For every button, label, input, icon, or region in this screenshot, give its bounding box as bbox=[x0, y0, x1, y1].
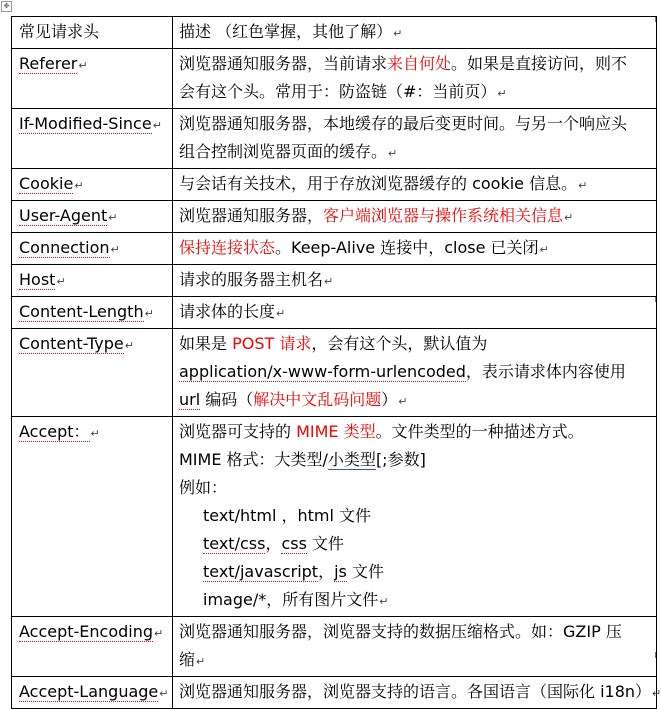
description-text: 请求的服务器主机名 bbox=[179, 270, 324, 289]
paragraph-mark-icon: ↵ bbox=[90, 427, 100, 440]
paragraph-mark-icon: ↵ bbox=[152, 119, 162, 132]
description-line bbox=[179, 386, 653, 416]
description-text: 浏览器通知服务器， bbox=[179, 206, 324, 225]
description-text: image/*，所有图片文件 bbox=[203, 590, 379, 609]
paragraph-mark-icon: ↵ bbox=[388, 147, 398, 160]
header-name-cell[interactable] bbox=[12, 265, 173, 297]
paragraph-mark-icon: ↵ bbox=[74, 179, 84, 192]
header-name-cell[interactable] bbox=[12, 201, 173, 233]
description-line bbox=[179, 446, 653, 474]
description-line bbox=[179, 618, 653, 646]
highlighted-text: 客户端浏览器与操作系统相关信息 bbox=[323, 206, 564, 225]
paragraph-mark-icon: ↵ bbox=[393, 27, 403, 40]
header-name-text: If-Modified-Since bbox=[19, 114, 152, 133]
description-cell[interactable] bbox=[173, 417, 657, 617]
highlighted-text: POST 请求 bbox=[232, 334, 312, 353]
header-name-text: Accept-Encoding bbox=[19, 622, 154, 641]
paragraph-mark-icon: ↵ bbox=[379, 595, 389, 608]
description-text: 与会话有关技术，用于存放浏览器缓存的 cookie 信息。 bbox=[179, 174, 578, 193]
table-row bbox=[12, 201, 657, 233]
header-desc-text: 描述 （红色掌握，其他了解） bbox=[179, 22, 393, 41]
description-line bbox=[179, 558, 653, 586]
paragraph-mark-icon: ↵ bbox=[497, 87, 507, 100]
description-line bbox=[179, 234, 653, 264]
paragraph-mark-icon: ↵ bbox=[398, 395, 408, 408]
header-name-cell[interactable] bbox=[12, 329, 173, 417]
description-text: ，表示请求体内容使用 bbox=[465, 362, 626, 381]
description-cell[interactable] bbox=[173, 677, 661, 709]
description-text: url bbox=[179, 390, 201, 409]
description-text: 编码（ bbox=[200, 390, 254, 409]
header-name-text: Host bbox=[19, 270, 56, 289]
description-text: text/html ，html 文件 bbox=[203, 506, 372, 525]
header-name-text: Content-Length bbox=[19, 302, 144, 321]
description-cell[interactable] bbox=[173, 169, 657, 201]
description-line bbox=[179, 586, 653, 616]
description-line bbox=[179, 78, 653, 108]
table-row bbox=[12, 49, 657, 109]
header-name-text: Accept-Language bbox=[19, 682, 159, 701]
description-cell[interactable] bbox=[173, 233, 657, 265]
header-name-text: Cookie bbox=[19, 174, 74, 193]
description-cell[interactable] bbox=[173, 265, 657, 297]
table-row bbox=[12, 417, 657, 617]
description-line bbox=[179, 502, 653, 530]
description-line bbox=[179, 646, 653, 676]
paragraph-mark-icon: ↵ bbox=[110, 243, 120, 256]
description-text: application/x-www-form-urlencoded bbox=[179, 362, 466, 381]
description-text: 浏览器通知服务器，浏览器支持的数据压缩格式。如：GZIP 压 bbox=[179, 622, 622, 641]
description-text: 。文件类型的一种描述方式。 bbox=[375, 422, 584, 441]
description-text: 。Keep-Alive 连接中，close 已关闭 bbox=[275, 238, 539, 257]
description-line bbox=[179, 138, 653, 168]
description-line bbox=[179, 358, 653, 386]
header-name-text: Connection bbox=[19, 238, 110, 257]
description-text: 浏览器可支持的 bbox=[179, 422, 297, 441]
description-text: 组合控制浏览器页面的缓存。 bbox=[179, 142, 388, 161]
paragraph-mark-icon: ↵ bbox=[154, 627, 164, 640]
header-name-cell[interactable] bbox=[12, 417, 173, 617]
table-row bbox=[12, 297, 657, 329]
table-row bbox=[12, 677, 657, 709]
description-line bbox=[179, 474, 653, 502]
paragraph-mark-icon: ↵ bbox=[108, 211, 118, 224]
description-text: 请求体的长度 bbox=[179, 302, 276, 321]
highlighted-text: 保持连接状态 bbox=[179, 238, 276, 257]
description-text: 。如果是直接访问，则不 bbox=[451, 54, 628, 73]
description-text: css bbox=[281, 534, 307, 553]
table-row bbox=[12, 169, 657, 201]
description-text: text/javascript bbox=[203, 562, 319, 581]
table-row bbox=[12, 617, 657, 677]
description-text: [;参数] bbox=[375, 450, 426, 469]
table-row bbox=[12, 329, 657, 417]
description-text: MIME 格式：大类型/ bbox=[179, 450, 328, 469]
description-line bbox=[179, 202, 653, 232]
description-cell[interactable] bbox=[173, 329, 657, 417]
description-text: 文件 bbox=[346, 562, 384, 581]
description-text: ，会有这个头，默认值为 bbox=[311, 334, 488, 353]
table-header-row bbox=[12, 17, 657, 49]
highlighted-text: 解决中文乱码问题 bbox=[253, 390, 382, 409]
paragraph-mark-icon: ↵ bbox=[144, 307, 154, 320]
description-cell[interactable] bbox=[173, 109, 657, 169]
header-name-cell[interactable] bbox=[12, 617, 173, 677]
highlighted-text: MIME 类型 bbox=[296, 422, 376, 441]
table-row bbox=[12, 109, 657, 169]
description-text: 小类型 bbox=[327, 450, 376, 469]
description-cell[interactable] bbox=[173, 297, 657, 329]
description-line bbox=[179, 50, 653, 78]
description-text: 浏览器通知服务器，本地缓存的最后变更时间。与另一个响应头 bbox=[179, 114, 628, 133]
paragraph-mark-icon: ↵ bbox=[578, 179, 588, 192]
description-text: 浏览器通知服务器，当前请求 bbox=[179, 54, 388, 73]
header-name-text: 常见请求头 bbox=[19, 22, 100, 41]
description-line bbox=[179, 110, 653, 138]
paragraph-mark-icon: ↵ bbox=[539, 243, 549, 256]
paragraph-mark-icon: ↵ bbox=[564, 211, 574, 224]
paragraph-mark-icon: ↵ bbox=[78, 59, 88, 72]
header-desc-cell[interactable] bbox=[173, 17, 657, 49]
description-text: ， bbox=[318, 562, 335, 581]
description-text: 文件 bbox=[306, 534, 345, 553]
header-name-cell[interactable] bbox=[12, 109, 173, 169]
header-name-text: Referer bbox=[19, 54, 78, 73]
header-name-text: User-Agent bbox=[19, 206, 108, 225]
paragraph-mark-icon: ↵ bbox=[276, 307, 286, 320]
header-name-cell[interactable] bbox=[12, 233, 173, 265]
description-text: ） bbox=[381, 390, 398, 409]
description-cell[interactable] bbox=[173, 201, 657, 233]
description-text: 例如： bbox=[179, 478, 228, 497]
paragraph-mark-icon: ↵ bbox=[124, 339, 134, 352]
description-text: ， bbox=[265, 534, 282, 553]
description-text: 缩 bbox=[179, 650, 196, 669]
description-line bbox=[179, 266, 653, 296]
paragraph-mark-icon: ↵ bbox=[324, 275, 334, 288]
description-text: 如果是 bbox=[179, 334, 233, 353]
description-line bbox=[179, 530, 653, 558]
description-line bbox=[179, 418, 653, 446]
description-line bbox=[179, 330, 653, 358]
header-name-text: Accept： bbox=[19, 422, 90, 441]
table-row bbox=[12, 265, 657, 297]
paragraph-mark-icon: ↵ bbox=[56, 275, 66, 288]
table-row bbox=[12, 233, 657, 265]
description-cell[interactable] bbox=[173, 49, 657, 109]
paragraph-mark-icon: ↵ bbox=[196, 655, 206, 668]
description-text: 会有这个头。常用于：防盗链（#：当前页） bbox=[179, 82, 497, 101]
description-text: js bbox=[334, 562, 347, 581]
request-headers-table bbox=[11, 16, 661, 709]
header-name-cell[interactable] bbox=[12, 169, 173, 201]
description-text: text/css bbox=[203, 534, 266, 553]
paragraph-mark-icon: ↵ bbox=[652, 687, 661, 700]
description-line bbox=[179, 298, 653, 328]
description-line bbox=[179, 678, 661, 708]
description-line bbox=[179, 170, 653, 200]
header-name-text: Content-Type bbox=[19, 334, 124, 353]
table-move-handle-icon[interactable]: ✥ bbox=[1, 1, 12, 12]
header-name-cell[interactable] bbox=[12, 297, 173, 329]
highlighted-text: 来自何处 bbox=[387, 54, 452, 73]
paragraph-mark-icon: ↵ bbox=[159, 687, 169, 700]
description-text: 浏览器通知服务器，浏览器支持的语言。各国语言（国际化 i18n） bbox=[179, 682, 652, 701]
header-name-cell[interactable] bbox=[12, 49, 173, 109]
header-name-cell[interactable] bbox=[12, 17, 173, 49]
description-cell[interactable] bbox=[173, 617, 657, 677]
header-name-cell[interactable] bbox=[12, 677, 173, 709]
